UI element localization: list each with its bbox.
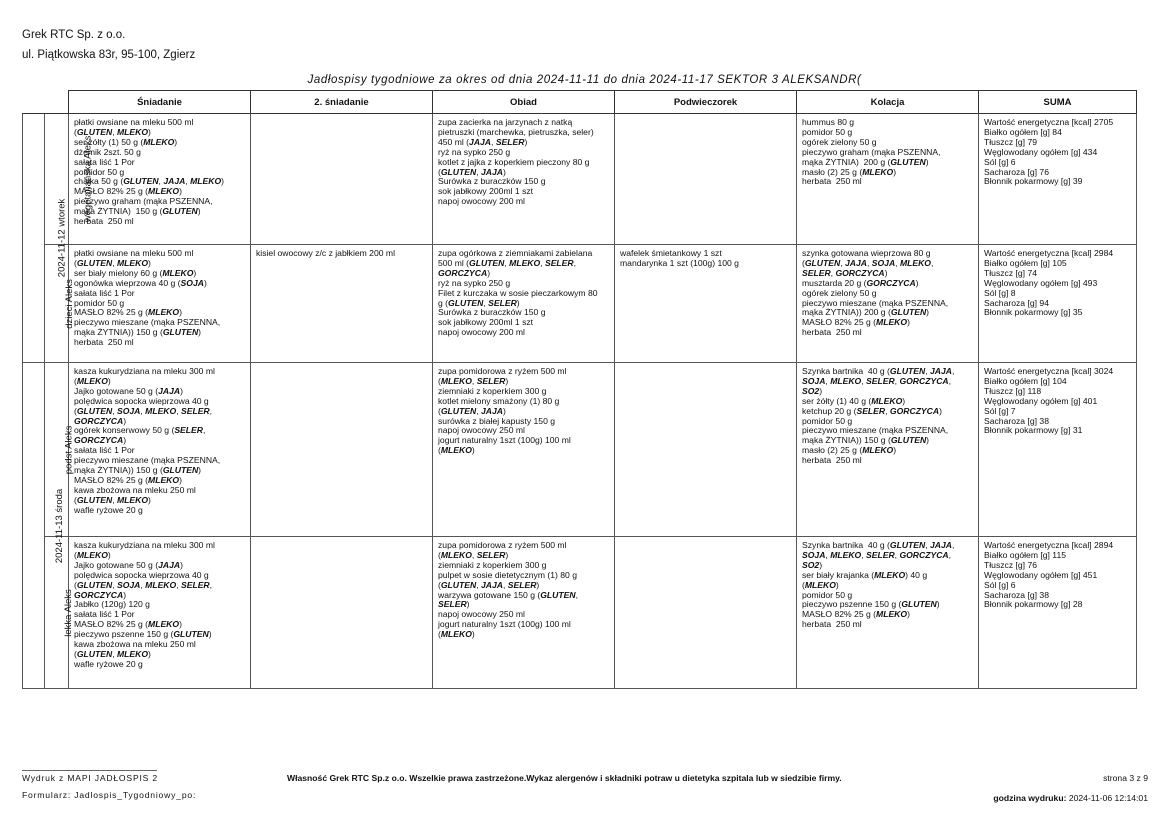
meal-line: chałka 50 g (GLUTEN, JAJA, MLEKO) bbox=[74, 176, 224, 187]
meal-line: herbata 250 ml bbox=[802, 619, 862, 630]
meal-cell-kolacja bbox=[797, 245, 979, 363]
meal-cell-podwieczorek bbox=[615, 114, 797, 245]
meal-cell-podwieczorek bbox=[615, 363, 797, 537]
meal-line: ser biały mielony 60 g (MLEKO) bbox=[74, 267, 197, 278]
company-name: Grek RTC Sp. z o.o. bbox=[22, 29, 126, 41]
meal-cell-podwieczorek bbox=[615, 537, 797, 689]
meal-line: GORCZYCA) bbox=[74, 415, 127, 426]
meal-line: (GLUTEN, MLEKO) bbox=[74, 494, 151, 505]
meal-line: pomidor 50 g bbox=[74, 166, 125, 177]
meal-line: sałata liść 1 Por bbox=[74, 445, 135, 456]
meal-line: zupa pomidorowa z ryżem 500 ml bbox=[438, 540, 567, 550]
meal-line: (GLUTEN, MLEKO) bbox=[74, 257, 151, 268]
meal-line: Sól [g] 6 bbox=[984, 579, 1016, 590]
meal-line: ogórek zielony 50 g bbox=[802, 136, 877, 147]
meal-cell-2-sniadanie bbox=[251, 114, 433, 245]
meal-line: ogórek konserwowy 50 g (SELER, bbox=[74, 425, 206, 436]
meal-line: SO2) bbox=[802, 559, 823, 570]
diet-name-label: podst Aleks bbox=[63, 425, 75, 474]
meal-line: Surówka z buraczków 150 g bbox=[438, 307, 546, 318]
meal-line: napoj owocowy 200 ml bbox=[438, 327, 525, 338]
meal-line: Węglowodany ogółem [g] 493 bbox=[984, 277, 1098, 288]
table-row bbox=[23, 245, 1137, 363]
meal-line: Sól [g] 6 bbox=[984, 156, 1016, 167]
meal-line: Jajko gotowane 50 g (JAJA) bbox=[74, 385, 183, 396]
meal-line: mąka ŻYTNIA)) 200 g (GLUTEN) bbox=[802, 307, 930, 318]
header-obiad: Obiad bbox=[433, 91, 615, 114]
meal-line: (GLUTEN, JAJA) bbox=[438, 166, 506, 177]
meal-line: (GLUTEN, JAJA) bbox=[438, 405, 506, 416]
meal-line: pomidor 50 g bbox=[802, 589, 853, 600]
meal-line: Tłuszcz [g] 79 bbox=[984, 136, 1038, 147]
meal-line: masło (2) 25 g (MLEKO) bbox=[802, 445, 897, 456]
meal-line: SELER, GORCZYCA) bbox=[802, 267, 888, 278]
footer-form: Formularz: Jadlospis_Tygodniowy_po: bbox=[22, 790, 197, 800]
meal-line: Błonnik pokarmowy [g] 28 bbox=[984, 599, 1083, 610]
meal-line: wafle ryżowe 20 g bbox=[74, 658, 143, 669]
meal-line: ser żółty (1) 50 g (MLEKO) bbox=[74, 136, 178, 147]
meal-line: Tłuszcz [g] 76 bbox=[984, 559, 1038, 570]
meal-line: Sól [g] 8 bbox=[984, 287, 1016, 298]
meal-line: (MLEKO) bbox=[74, 549, 111, 560]
meal-line: ketchup 20 g (SELER, GORCZYCA) bbox=[802, 405, 942, 416]
meal-line: jogurt naturalny 1szt (100g) 100 ml bbox=[438, 435, 571, 446]
meal-line: pulpet w sosie dietetycznym (1) 80 g bbox=[438, 569, 577, 580]
meal-line: herbata 250 ml bbox=[802, 455, 862, 466]
meal-line: herbata 250 ml bbox=[74, 216, 134, 227]
meal-cell-obiad bbox=[433, 363, 615, 537]
meal-line: wafle ryżowe 20 g bbox=[74, 504, 143, 515]
meal-line: wafelek śmietankowy 1 szt bbox=[620, 248, 722, 258]
meal-line: Wartość energetyczna [kcal] 3024 bbox=[984, 366, 1114, 376]
table-row bbox=[23, 363, 1137, 537]
meal-line: napoj owocowy 250 ml bbox=[438, 425, 525, 436]
meal-line: MASŁO 82% 25 g (MLEKO) bbox=[802, 609, 910, 620]
meal-line: zupa ogórkowa z ziemniakami zabielana bbox=[438, 248, 593, 258]
meal-line: polędwica sopocka wieprzowa 40 g bbox=[74, 569, 209, 580]
header-sniadanie: Śniadanie bbox=[69, 91, 251, 114]
day-date-label: 2024-11-13 środa bbox=[54, 488, 66, 563]
meal-line: surówka z białej kapusty 150 g bbox=[438, 415, 556, 426]
meal-cell-obiad bbox=[433, 537, 615, 689]
meal-cell-sniadanie bbox=[69, 537, 251, 689]
meal-line: pieczywo pszenne 150 g (GLUTEN) bbox=[74, 629, 212, 640]
meal-line: (GLUTEN, SOJA, MLEKO, SELER, bbox=[74, 579, 213, 590]
meal-line: ogonówka wieprzowa 40 g (SOJA) bbox=[74, 277, 207, 288]
meal-line: MASŁO 82% 25 g (MLEKO) bbox=[802, 317, 910, 328]
meal-cell-suma bbox=[979, 245, 1137, 363]
meal-line: pomidor 50 g bbox=[802, 415, 853, 426]
meal-line: Białko ogółem [g] 105 bbox=[984, 257, 1067, 268]
meal-cell-suma bbox=[979, 537, 1137, 689]
meal-line: MASŁO 82% 25 g (MLEKO) bbox=[74, 619, 182, 630]
meal-line: SOJA, MLEKO, SELER, GORCZYCA, bbox=[802, 549, 952, 560]
meal-line: Szynka bartnika 40 g (GLUTEN, JAJA, bbox=[802, 540, 955, 550]
meal-line: (GLUTEN, MLEKO) bbox=[74, 126, 151, 137]
meal-line: Wartość energetyczna [kcal] 2705 bbox=[984, 117, 1114, 127]
meal-line: 500 ml (GLUTEN, MLEKO, SELER, bbox=[438, 257, 577, 268]
footer-notice: Własność Grek RTC Sp.z o.o. Wszelkie prawa zastrzeżone.Wykaz alergenów i składniki potraw u dietetyka szpitala lub w siedzibie firmy. bbox=[287, 773, 842, 783]
meal-line: herbata 250 ml bbox=[74, 337, 134, 348]
footer-print-label: godzina wydruku: bbox=[993, 793, 1067, 803]
meal-line: (GLUTEN, MLEKO) bbox=[74, 648, 151, 659]
meal-cell-2-sniadanie bbox=[251, 363, 433, 537]
header-podwieczorek: Podwieczorek bbox=[615, 91, 797, 114]
meal-line: Węglowodany ogółem [g] 434 bbox=[984, 146, 1098, 157]
meal-line: ziemniaki z koperkiem 300 g bbox=[438, 385, 547, 396]
meal-line: pomidor 50 g bbox=[74, 297, 125, 308]
meal-line: MASŁO 82% 25 g (MLEKO) bbox=[74, 186, 182, 197]
meal-line: polędwica sopocka wieprzowa 40 g bbox=[74, 395, 209, 406]
meal-line: mąka ŻYTNIA)) 150 g (GLUTEN) bbox=[74, 327, 202, 338]
footer-page-number: strona 3 z 9 bbox=[1103, 773, 1148, 783]
meal-line: pieczywo graham (mąka PSZENNA, bbox=[802, 146, 941, 157]
meal-line: mąka ŻYTNIA)) 150 g (GLUTEN) bbox=[802, 435, 930, 446]
meal-line: Szynka bartnika 40 g (GLUTEN, JAJA, bbox=[802, 366, 955, 376]
meal-line: zupa zacierka na jarzynach z natką bbox=[438, 117, 573, 127]
meal-line: (MLEKO) bbox=[74, 375, 111, 386]
meal-line: MASŁO 82% 25 g (MLEKO) bbox=[74, 474, 182, 485]
meal-line: warzywa gotowane 150 g (GLUTEN, bbox=[438, 589, 578, 600]
footer-print-time bbox=[993, 793, 1148, 803]
meal-cell-sniadanie bbox=[69, 363, 251, 537]
diet-name-label: lekka Aleks bbox=[62, 588, 74, 637]
meal-line: sok jabłkowy 200ml 1 szt bbox=[438, 186, 534, 197]
meal-line: pieczywo mieszane (mąka PSZENNA, bbox=[802, 297, 949, 308]
meal-line: ogórek zielony 50 g bbox=[802, 287, 877, 298]
meal-line: ziemniaki z koperkiem 300 g bbox=[438, 559, 547, 570]
meal-line: (MLEKO, SELER) bbox=[438, 549, 509, 560]
meal-line: Tłuszcz [g] 74 bbox=[984, 267, 1038, 278]
meal-line: Węglowodany ogółem [g] 451 bbox=[984, 569, 1098, 580]
meal-line: Wartość energetyczna [kcal] 2894 bbox=[984, 540, 1114, 550]
meal-cell-2-sniadanie bbox=[251, 537, 433, 689]
meal-line: (GLUTEN, JAJA, SELER) bbox=[438, 579, 540, 590]
meal-line: Błonnik pokarmowy [g] 39 bbox=[984, 176, 1083, 187]
meal-line: pieczywo mieszane (mąka PSZENNA, bbox=[802, 425, 949, 436]
diet-name-label: wegetariańska Aleks bbox=[82, 135, 94, 223]
meal-line: Jabłko (120g) 120 g bbox=[74, 599, 150, 610]
meal-line: (GLUTEN, JAJA, SOJA, MLEKO, bbox=[802, 257, 934, 268]
meal-line: Sacharoza [g] 38 bbox=[984, 415, 1049, 426]
meal-cell-kolacja bbox=[797, 363, 979, 537]
meal-line: napoj owocowy 250 ml bbox=[438, 609, 525, 620]
meal-line: sok jabłkowy 200ml 1 szt bbox=[438, 317, 534, 328]
meal-line: musztarda 20 g (GORCZYCA) bbox=[802, 277, 919, 288]
meal-line: (MLEKO) bbox=[438, 445, 475, 456]
day-date-label: 2024-11-12 wtorek bbox=[56, 198, 68, 278]
meal-line: (MLEKO) bbox=[802, 579, 839, 590]
meal-line: GORCZYCA) bbox=[74, 589, 127, 600]
company-header bbox=[22, 25, 195, 65]
meal-cell-obiad bbox=[433, 114, 615, 245]
meal-line: mąka ŻYTNIA) 150 g (GLUTEN) bbox=[74, 206, 201, 217]
meal-line: kasza kukurydziana na mleku 300 ml bbox=[74, 540, 215, 550]
meal-line: pieczywo mieszane (mąka PSZENNA, bbox=[74, 455, 221, 466]
meal-line: kisiel owocowy z/c z jabłkiem 200 ml bbox=[256, 248, 395, 258]
meal-line: ryż na sypko 250 g bbox=[438, 146, 511, 157]
meal-line: Wartość energetyczna [kcal] 2984 bbox=[984, 248, 1114, 258]
page-title: Jadłospisy tygodniowe za okres od dnia 2024-11-11 do dnia 2024-11-17 SEKTOR 3 ALEKSANDR( bbox=[307, 74, 862, 86]
meal-line: sałata liść 1 Por bbox=[74, 287, 135, 298]
meal-line: napoj owocowy 200 ml bbox=[438, 196, 525, 207]
meal-line: herbata 250 ml bbox=[802, 327, 862, 338]
footer-left bbox=[22, 770, 196, 800]
header-blank-diet bbox=[45, 91, 69, 114]
header-suma: SUMA bbox=[979, 91, 1137, 114]
meal-line: sałata liść 1 Por bbox=[74, 156, 135, 167]
header-kolacja: Kolacja bbox=[797, 91, 979, 114]
meal-line: Węglowodany ogółem [g] 401 bbox=[984, 395, 1098, 406]
meal-line: mąka ŻYTNIA)) 150 g (GLUTEN) bbox=[74, 465, 202, 476]
meal-line: ser biały krajanka (MLEKO) 40 g bbox=[802, 569, 928, 580]
meal-line: Sacharoza [g] 76 bbox=[984, 166, 1049, 177]
meal-line: zupa pomidorowa z ryżem 500 ml bbox=[438, 366, 567, 376]
meal-line: Błonnik pokarmowy [g] 31 bbox=[984, 425, 1083, 436]
meal-line: Białko ogółem [g] 104 bbox=[984, 375, 1067, 386]
meal-line: pomidor 50 g bbox=[802, 126, 853, 137]
footer-report: Wydruk z MAPI JADŁOSPIS 2 bbox=[22, 770, 157, 783]
meal-line: Białko ogółem [g] 115 bbox=[984, 549, 1067, 560]
meal-line: pieczywo pszenne 150 g (GLUTEN) bbox=[802, 599, 940, 610]
meal-line: (GLUTEN, SOJA, MLEKO, SELER, bbox=[74, 405, 213, 416]
meal-line: Sacharoza [g] 38 bbox=[984, 589, 1049, 600]
meal-line: kotlet z jajka z koperkiem pieczony 80 g bbox=[438, 156, 590, 167]
meal-line: Błonnik pokarmowy [g] 35 bbox=[984, 307, 1083, 318]
meal-line: kasza kukurydziana na mleku 300 ml bbox=[74, 366, 215, 376]
header-blank-date bbox=[23, 91, 45, 114]
meal-cell-obiad bbox=[433, 245, 615, 363]
meal-line: Sól [g] 7 bbox=[984, 405, 1016, 416]
meal-line: hummus 80 g bbox=[802, 117, 855, 127]
meal-line: jogurt naturalny 1szt (100g) 100 ml bbox=[438, 619, 571, 630]
day-date-cell bbox=[23, 114, 68, 363]
meal-cell-suma bbox=[979, 114, 1137, 245]
meal-line: g (GLUTEN, SELER) bbox=[438, 297, 520, 308]
meal-line: GORCZYCA) bbox=[438, 267, 491, 278]
meal-line: MASŁO 82% 25 g (MLEKO) bbox=[74, 307, 182, 318]
meal-cell-2-sniadanie bbox=[251, 245, 433, 363]
day-date-cell bbox=[23, 363, 66, 689]
meal-line: kawa zbożowa na mleku 250 ml bbox=[74, 639, 196, 650]
meal-line: pietruszki (marchewka, pietruszka, seler) bbox=[438, 126, 594, 137]
meal-line: szynka gotowana wieprzowa 80 g bbox=[802, 248, 931, 258]
meal-line: Tłuszcz [g] 118 bbox=[984, 385, 1042, 396]
meal-cell-sniadanie bbox=[69, 245, 251, 363]
meal-line: ser żółty (1) 40 g (MLEKO) bbox=[802, 395, 906, 406]
meal-line: SOJA, MLEKO, SELER, GORCZYCA, bbox=[802, 375, 952, 386]
meal-line: herbata 250 ml bbox=[802, 176, 862, 187]
meal-line: SELER) bbox=[438, 599, 470, 610]
meal-cell-kolacja bbox=[797, 537, 979, 689]
meal-line: Jajko gotowane 50 g (JAJA) bbox=[74, 559, 183, 570]
diet-name-label: dzieci Aleks bbox=[63, 278, 75, 329]
meal-line: masło (2) 25 g (MLEKO) bbox=[802, 166, 897, 177]
meal-line: SO2) bbox=[802, 385, 823, 396]
meal-line: Sacharoza [g] 94 bbox=[984, 297, 1049, 308]
meal-line: płatki owsiane na mleku 500 ml bbox=[74, 117, 194, 127]
footer-print-value: 2024-11-06 12:14:01 bbox=[1068, 793, 1148, 803]
meal-line: kawa zbożowa na mleku 250 ml bbox=[74, 484, 196, 495]
meal-line: pieczywo graham (mąka PSZENNA, bbox=[74, 196, 213, 207]
meal-cell-suma bbox=[979, 363, 1137, 537]
meal-line: (MLEKO, SELER) bbox=[438, 375, 509, 386]
header-row bbox=[23, 91, 1137, 114]
meal-line: mąka ŻYTNIA) 200 g (GLUTEN) bbox=[802, 156, 929, 167]
meal-line: 450 ml (JAJA, SELER) bbox=[438, 136, 528, 147]
meal-line: pieczywo mieszane (mąka PSZENNA, bbox=[74, 317, 221, 328]
meal-line: dżemik 2szt. 50 g bbox=[74, 146, 141, 157]
table-row bbox=[23, 537, 1137, 689]
company-address: ul. Piątkowska 83r, 95-100, Zgierz bbox=[22, 49, 196, 61]
meal-line: Białko ogółem [g] 84 bbox=[984, 126, 1062, 137]
header-2-sniadanie: 2. śniadanie bbox=[251, 91, 433, 114]
meal-line: sałata liść 1 Por bbox=[74, 609, 135, 620]
meal-line: mandarynka 1 szt (100g) 100 g bbox=[620, 257, 739, 268]
meal-line: kotlet mielony smażony (1) 80 g bbox=[438, 395, 560, 406]
meal-line: GORCZYCA) bbox=[74, 435, 127, 446]
meal-cell-sniadanie bbox=[69, 114, 251, 245]
table-row bbox=[23, 114, 1137, 245]
meal-line: Filet z kurczaka w sosie pieczarkowym 80 bbox=[438, 287, 598, 298]
meal-line: płatki owsiane na mleku 500 ml bbox=[74, 248, 194, 258]
meal-line: ryż na sypko 250 g bbox=[438, 277, 511, 288]
meal-line: Surówka z buraczków 150 g bbox=[438, 176, 546, 187]
meal-cell-kolacja bbox=[797, 114, 979, 245]
meal-line: (MLEKO) bbox=[438, 629, 475, 640]
weekly-menu-table bbox=[22, 90, 1137, 689]
meal-cell-podwieczorek bbox=[615, 245, 797, 363]
